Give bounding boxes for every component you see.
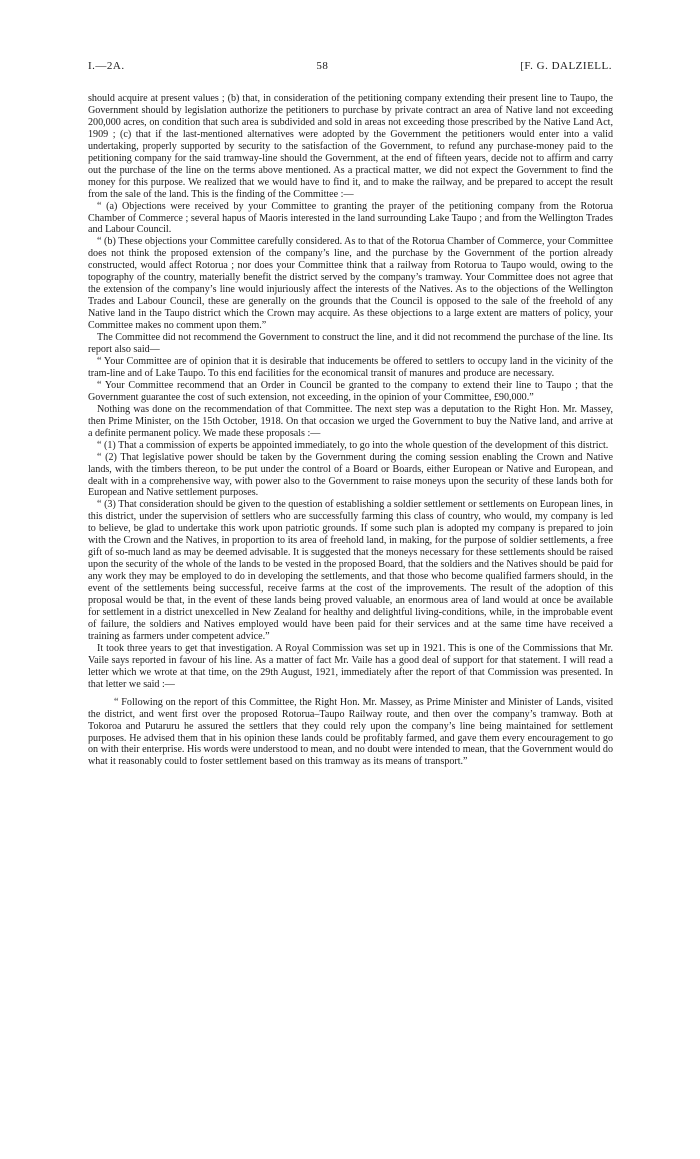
paragraph: “ (3) That consideration should be given to the question of establishing a soldier settlement or settlements on European lines, in this district, under the supervision of settlers who are successfully farming this class of country, who would, my company is led to believe, be glad to undertake this work upon patriotic grounds. If some such plan is adopted my company is prepared to join with the Crown and the Natives, in proportion to its area of freehold land, in making, for the purpose of soldier settlements, a free gift of so-much land as may be deemed advisable. It is suggested that the moneys necessary for these settlements should be raised upon the security of the whole of the lands to be vested in the proposed Board, that the soldiers and the Natives should be paid for any work they may be employed to do in developing the settlements, and that those who become qualified farmers should, in the event of the settlements being successful, receive farms at the cost of the improvements. The result of the adoption of this proposal would be that, in the event of these lands being proved valuable, an enormous area of land would at once be available for settlement in a district unexcelled in New Zealand for healthy and delightful living-conditions, while, in the improbable event of failure, the soldiers and Natives employed would have been paid for their services and at the same time have received a training as farmers under competent advice.” (88, 499, 613, 642)
document-body (88, 93, 613, 768)
paragraph: “ Your Committee recommend that an Order in Council be granted to the company to extend their line to Taupo ; that the Government guarantee the cost of such extension, not exceeding, in the opinion of your Committee, £90,000.” (88, 379, 613, 403)
paragraph: Nothing was done on the recommendation of that Committee. The next step was a deputation to the Right Hon. Mr. Massey, then Prime Minister, on the 15th October, 1918. On that occasion we urged the Government to buy the Native land, and arrive at a definite permanent policy. We made these proposals :— (88, 403, 613, 439)
paragraph: It took three years to get that investigation. A Royal Commission was set up in 1921. This is one of the Commissions that Mr. Vaile says reported in favour of his line. As a matter of fact Mr. Vaile has a good deal of support for that statement. I will read a letter which we wrote at that time, on the 29th August, 1921, immediately after the report of that Commission was presented. In that letter we said :— (88, 642, 613, 690)
paragraph: should acquire at present values ; (b) that, in consideration of the petitioning company extending their present line to Taupo, the Government should by legislation authorize the petitioners to purchase by private contract an area of Native land not exceeding 200,000 acres, on condition that such area is subdivided and sold in areas not exceeding those prescribed by the Native Land Act, 1909 ; (c) that if the last-mentioned alternatives were adopted by the Government the petitioners would enter into a valid undertaking, properly supported by security to the satisfaction of the Government, to refund any purchase-money paid to the petitioning company for the said tramway-line should the Government, at the end of fifteen years, decide not to affirm and carry out the purchase of the line on the terms above mentioned. As a practical matter, we did not expect the Government to find the money for this purpose. We realized that we would have to find it, and to make the railway, and be prepared to accept the result from the sale of the land. This is the finding of the Committee :— (88, 93, 613, 200)
page-number: 58 (316, 60, 329, 72)
document-reference: I.—2A. (88, 60, 125, 72)
page-header (88, 60, 612, 72)
paragraph: The Committee did not recommend the Government to construct the line, and it did not recommend the purchase of the line. Its report also said— (88, 332, 613, 356)
paragraph: “ (1) That a commission of experts be appointed immediately, to go into the whole question of the development of this district. (97, 439, 609, 451)
paragraph: “ Following on the report of this Committee, the Right Hon. Mr. Massey, as Prime Minister and Minister of Lands, visited the district, and went first over the proposed Rotorua–Taupo Railway route, and then over the company’s tramway. Both at Tokoroa and Putaruru he assured the settlers that they could rely upon the company’s line being maintained for settlement purposes. He advised them that in his opinion these lands could be profitably farmed, and gave them every encouragement to go on with their enterprise. His words were understood to mean, and no doubt were intended to mean, that the Government would do what it reasonably could to foster settlement based on this tramway as its means of transport.” (88, 696, 613, 768)
paragraph: “ (a) Objections were received by your Committee to granting the prayer of the petitioning company from the Rotorua Chamber of Commerce ; several hapus of Maoris interested in the land surrounding Lake Taupo ; and from the Wellington Trades and Labour Council. (88, 200, 613, 236)
paragraph: “ Your Committee are of opinion that it is desirable that inducements be offered to settlers to occupy land in the vicinity of the tram-line and of Lake Taupo. To this end facilities for the economical transit of manures and produce are necessary. (88, 355, 613, 379)
speaker-name: [F. G. DALZIELL. (520, 60, 612, 72)
paragraph: “ (2) That legislative power should be taken by the Government during the coming session enabling the Crown and Native lands, with the timbers thereon, to be put under the control of a Board or Boards, either European or Native and European, and dealt with in a comprehensive way, with power also to the Government to raise moneys upon the security of these lands both for European and Native settlement purposes. (88, 451, 613, 499)
paragraph: “ (b) These objections your Committee carefully considered. As to that of the Rotorua Chamber of Commerce, your Committee does not think the proposed extension of the company’s line, and the purchase by the Government of the portion already constructed, would affect Rotorua ; nor does your Committee think that a railway from Rotorua to Taupo would, owing to the topography of the country, materially benefit the district served by the company’s tramway. Your Committee does not agree that the extension of the company’s line would injuriously affect the interests of the Natives. As to the objections of the Wellington Trades and Labour Council, these are generally on the grounds that the Council is opposed to the sale of the freehold of any Native land in the Taupo district which the Crown may acquire. As these objections to a large extent are matters of policy, your Committee makes no comment upon them.” (88, 236, 613, 332)
